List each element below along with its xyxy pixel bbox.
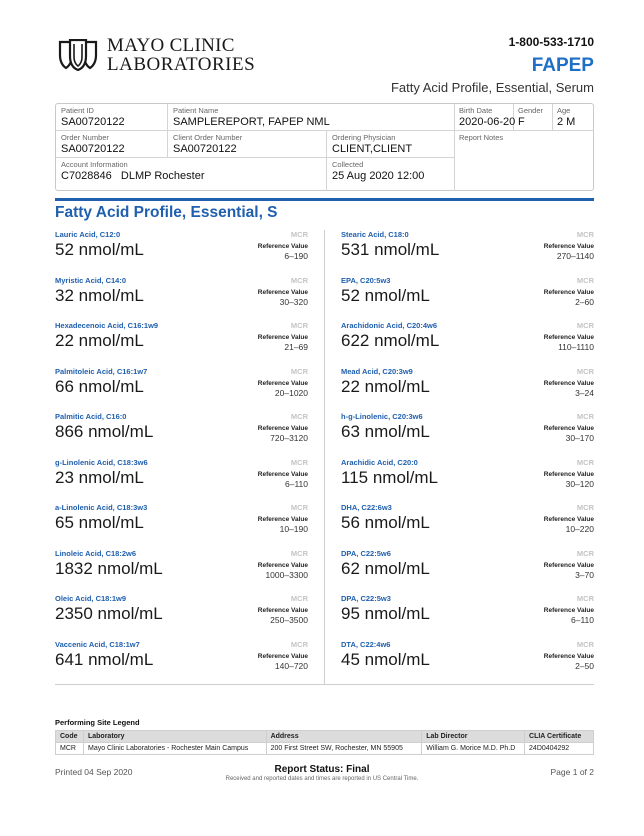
reference-range: 3–70 — [575, 569, 594, 580]
test-name: Fatty Acid Profile, Essential, Serum — [390, 80, 594, 95]
result-name: Myristic Acid, C14:0 — [55, 275, 126, 285]
client-order-number: SA00720122 — [173, 143, 237, 155]
gender-cell: Gender F — [518, 106, 544, 128]
result-value: 115 nmol/mL — [341, 467, 439, 487]
reference-label: Reference Value — [543, 607, 594, 614]
result-item — [341, 412, 594, 458]
result-name: Oleic Acid, C18:1w9 — [55, 594, 127, 603]
legend-header-address: Address — [266, 731, 422, 743]
result-value: 52 nmol/mL — [341, 285, 430, 305]
result-name: DTA, C22:4w6 — [341, 639, 391, 649]
reference-range: 720–3120 — [270, 433, 308, 443]
result-site-code: MCR — [290, 321, 308, 330]
report-status: Report Status: Final — [274, 764, 370, 775]
result-name: DHA, C22:6w3 — [341, 503, 392, 512]
result-item — [55, 458, 308, 504]
legend-code: MCR — [56, 743, 84, 755]
reference-range: 1000–3300 — [265, 569, 308, 580]
result-item — [341, 321, 594, 367]
result-item — [55, 412, 308, 458]
results-left-column — [55, 230, 308, 685]
account-cell: Account Information C7028846 DLMP Rochester — [61, 160, 205, 182]
reference-range: 270–1140 — [556, 251, 594, 261]
reference-label: Reference Value — [257, 561, 308, 569]
result-site-code: MCR — [576, 503, 594, 512]
result-value: 22 nmol/mL — [55, 331, 144, 350]
client-order-cell: Client Order Number SA00720122 — [173, 133, 243, 155]
result-name: Palmitic Acid, C16:0 — [55, 412, 127, 421]
mayo-logo — [58, 36, 255, 74]
reference-range: 6–190 — [284, 251, 308, 261]
result-name: Palmitoleic Acid, C16:1w7 — [55, 366, 148, 376]
age-cell: Age 2 M — [557, 106, 576, 128]
reference-range: 20–1020 — [274, 387, 308, 398]
result-site-code: MCR — [290, 594, 308, 603]
reference-range: 250–3500 — [270, 615, 308, 625]
column-divider — [324, 230, 325, 685]
result-value: 1832 nmol/mL — [55, 558, 163, 578]
result-value: 52 nmol/mL — [55, 240, 144, 259]
test-code: FAPEP — [531, 55, 594, 76]
result-name: Mead Acid, C20:3w9 — [341, 366, 413, 376]
legend-title: Performing Site Legend — [55, 718, 140, 727]
result-item — [55, 594, 308, 640]
result-value: 531 nmol/mL — [341, 240, 440, 259]
result-value: 23 nmol/mL — [55, 467, 144, 487]
result-site-code: MCR — [576, 275, 594, 285]
result-item — [55, 230, 308, 276]
result-value: 22 nmol/mL — [341, 376, 430, 396]
legend-clia: 24D0404292 — [525, 743, 594, 755]
reference-label: Reference Value — [257, 334, 308, 341]
patient-name-cell: Patient Name SAMPLEREPORT, FAPEP NML — [173, 106, 330, 128]
result-item — [341, 458, 594, 504]
result-name: Lauric Acid, C12:0 — [55, 230, 121, 239]
reference-label: Reference Value — [257, 607, 308, 614]
result-site-code: MCR — [290, 366, 308, 376]
result-item — [341, 640, 594, 686]
result-name: Linoleic Acid, C18:2w6 — [55, 548, 136, 558]
legend-header-row — [56, 731, 594, 743]
reference-label: Reference Value — [257, 470, 308, 478]
reference-label: Reference Value — [257, 425, 308, 432]
reference-range: 30–120 — [565, 478, 594, 489]
legend-header-director: Lab Director — [422, 731, 525, 743]
result-site-code: MCR — [576, 230, 594, 239]
legend-address: 200 First Street SW, Rochester, MN 55905 — [266, 743, 422, 755]
page-number: Page 1 of 2 — [550, 767, 594, 777]
reference-range: 3–24 — [575, 387, 594, 398]
birth-date: 2020-06-20 — [459, 116, 516, 128]
patient-id: SA00720122 — [61, 116, 125, 128]
reference-range: 21–69 — [284, 342, 308, 352]
result-item — [341, 594, 594, 640]
account-info: C7028846 DLMP Rochester — [61, 170, 205, 182]
result-name: Arachidonic Acid, C20:4w6 — [341, 321, 437, 330]
reference-range: 140–720 — [274, 660, 308, 671]
performing-site-legend — [55, 730, 594, 755]
legend-header-laboratory: Laboratory — [83, 731, 266, 743]
reference-label: Reference Value — [543, 561, 594, 569]
report-notes-cell: Report Notes — [459, 133, 504, 142]
result-value: 62 nmol/mL — [341, 558, 430, 578]
result-site-code: MCR — [290, 503, 308, 512]
physician-cell: Ordering Physician CLIENT,CLIENT — [332, 133, 413, 155]
timezone-note: Received and reported dates and times are reported in US Central Time. — [225, 776, 419, 782]
result-item — [55, 640, 308, 686]
gender: F — [518, 116, 525, 128]
result-value: 2350 nmol/mL — [55, 604, 163, 623]
phone-number: 1-800-533-1710 — [508, 35, 594, 49]
reference-label: Reference Value — [543, 652, 594, 660]
result-item — [341, 549, 594, 595]
collected-cell: Collected 25 Aug 2020 12:00 — [332, 160, 425, 182]
result-site-code: MCR — [290, 457, 308, 467]
result-name: Vaccenic Acid, C18:1w7 — [55, 639, 140, 649]
result-value: 641 nmol/mL — [55, 649, 154, 669]
reference-label: Reference Value — [543, 379, 594, 387]
reference-label: Reference Value — [543, 288, 594, 296]
results-end-rule — [55, 684, 594, 685]
reference-label: Reference Value — [543, 516, 594, 523]
reference-range: 10–220 — [565, 524, 594, 534]
reference-range: 10–190 — [279, 524, 308, 534]
reference-range: 110–1110 — [558, 342, 594, 352]
patient-id-cell: Patient ID SA00720122 — [61, 106, 125, 128]
reference-label: Reference Value — [257, 516, 308, 523]
patient-name: SAMPLEREPORT, FAPEP NML — [173, 116, 330, 128]
reference-range: 30–320 — [279, 296, 308, 307]
reference-label: Reference Value — [543, 334, 594, 341]
result-name: EPA, C20:5w3 — [341, 275, 391, 285]
result-site-code: MCR — [290, 639, 308, 649]
results-right-column — [341, 230, 594, 685]
result-site-code: MCR — [576, 594, 594, 603]
reference-label: Reference Value — [543, 470, 594, 478]
logo-line2: LABORATORIES — [107, 54, 256, 75]
result-name: a-Linolenic Acid, C18:3w3 — [55, 503, 148, 512]
reference-range: 6–110 — [570, 615, 594, 625]
report-status-block — [0, 764, 644, 782]
result-value: 63 nmol/mL — [341, 422, 430, 441]
reference-range: 6–110 — [284, 478, 308, 489]
legend-header-code: Code — [56, 731, 84, 743]
result-value: 95 nmol/mL — [341, 604, 430, 623]
collected-date: 25 Aug 2020 12:00 — [332, 170, 425, 182]
result-name: Hexadecenoic Acid, C16:1w9 — [55, 321, 159, 330]
result-value: 622 nmol/mL — [341, 331, 440, 350]
result-name: g-Linolenic Acid, C18:3w6 — [55, 457, 148, 467]
reference-label: Reference Value — [257, 379, 308, 387]
result-item — [55, 321, 308, 367]
result-site-code: MCR — [290, 412, 308, 421]
reference-label: Reference Value — [257, 243, 308, 250]
result-name: h-g-Linolenic, C20:3w6 — [341, 412, 423, 421]
result-item — [55, 549, 308, 595]
birth-date-cell: Birth Date 2020-06-20 — [459, 106, 516, 128]
patient-info-box — [55, 103, 594, 191]
result-item — [55, 276, 308, 322]
result-site-code: MCR — [290, 275, 308, 285]
result-name: Stearic Acid, C18:0 — [341, 230, 409, 239]
logo-line1: MAYO CLINIC — [107, 35, 235, 56]
reference-range: 2–50 — [575, 660, 594, 671]
legend-header-clia: CLIA Certificate — [525, 731, 594, 743]
section-title: Fatty Acid Profile, Essential, S — [55, 204, 278, 221]
result-item — [55, 367, 308, 413]
result-value: 65 nmol/mL — [55, 513, 144, 532]
mayo-shields-icon — [58, 39, 98, 71]
section-rule — [55, 198, 594, 201]
legend-row — [56, 743, 594, 755]
result-site-code: MCR — [290, 548, 308, 558]
result-item — [55, 503, 308, 549]
report-header — [0, 0, 644, 100]
result-site-code: MCR — [576, 321, 594, 330]
reference-label: Reference Value — [543, 425, 594, 432]
result-value: 45 nmol/mL — [341, 649, 430, 669]
reference-range: 30–170 — [565, 433, 594, 443]
result-item — [341, 230, 594, 276]
result-site-code: MCR — [576, 457, 594, 467]
result-item — [341, 367, 594, 413]
order-number: SA00720122 — [61, 143, 125, 155]
reference-label: Reference Value — [257, 652, 308, 660]
result-item — [341, 503, 594, 549]
result-site-code: MCR — [576, 366, 594, 376]
ordering-physician: CLIENT,CLIENT — [332, 143, 413, 155]
order-number-cell: Order Number SA00720122 — [61, 133, 125, 155]
age: 2 M — [557, 116, 576, 128]
result-site-code: MCR — [576, 412, 594, 421]
reference-range: 2–60 — [575, 296, 594, 307]
result-site-code: MCR — [576, 548, 594, 558]
result-value: 32 nmol/mL — [55, 285, 144, 305]
printed-date: Printed 04 Sep 2020 — [55, 767, 133, 777]
result-item — [341, 276, 594, 322]
result-value: 866 nmol/mL — [55, 422, 154, 441]
legend-director: William G. Morice M.D. Ph.D — [422, 743, 525, 755]
result-site-code: MCR — [290, 230, 308, 239]
result-site-code: MCR — [576, 639, 594, 649]
result-name: DPA, C22:5w6 — [341, 548, 391, 558]
result-name: DPA, C22:5w3 — [341, 594, 391, 603]
reference-label: Reference Value — [257, 288, 308, 296]
legend-laboratory: Mayo Clinic Laboratories - Rochester Main Campus — [83, 743, 266, 755]
result-value: 66 nmol/mL — [55, 376, 144, 396]
result-name: Arachidic Acid, C20:0 — [341, 457, 418, 467]
result-value: 56 nmol/mL — [341, 513, 430, 532]
reference-label: Reference Value — [543, 243, 594, 250]
